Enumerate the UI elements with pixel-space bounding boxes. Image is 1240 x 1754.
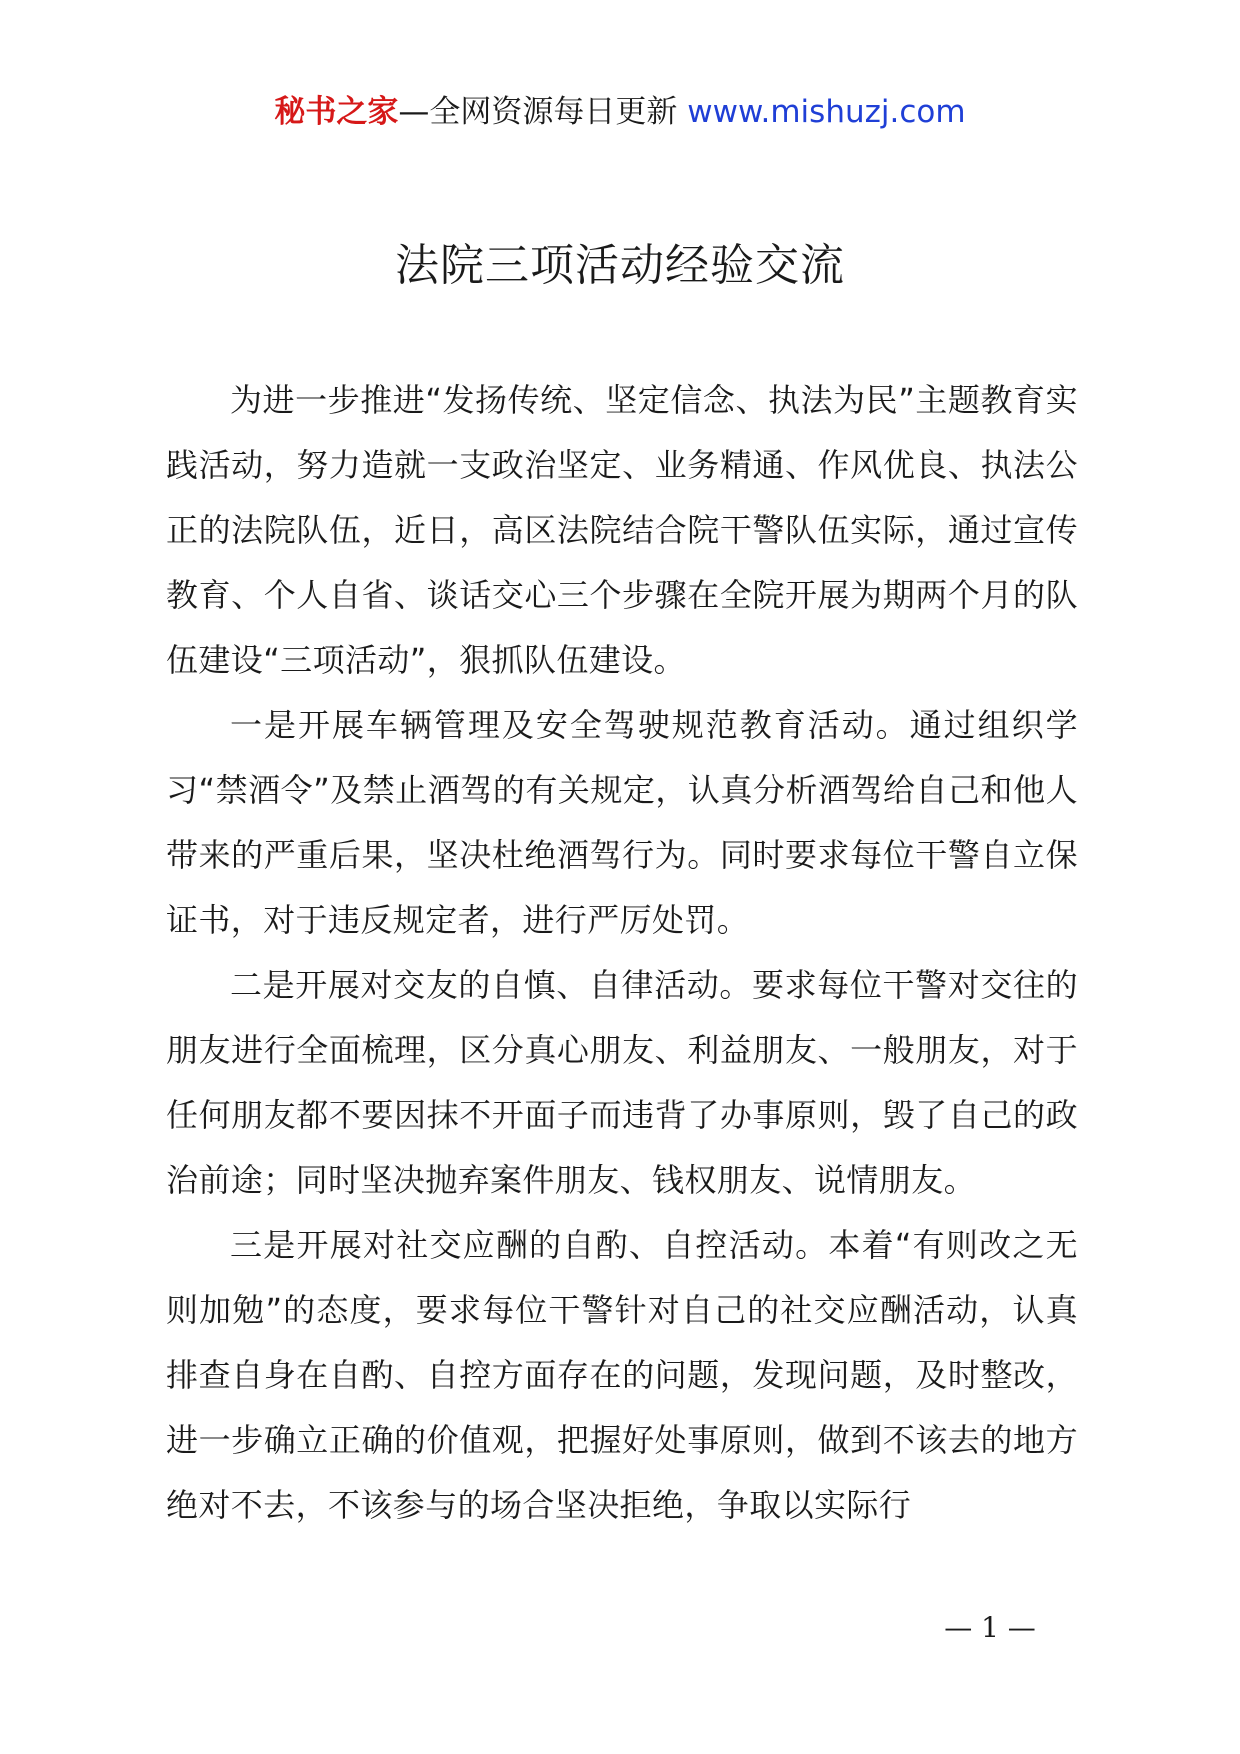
document-body (166, 368, 1078, 1538)
page-number: — 1 — (944, 1611, 1036, 1644)
paragraph-activity-one: 一是开展车辆管理及安全驾驶规范教育活动。通过组织学习“禁酒令”及禁止酒驾的有关规定，认真分析酒驾给自己和他人带来的严重后果，坚决杜绝酒驾行为。同时要求每位干警自立保证书，对于违反规定者，进行严厉处罚。 (166, 706, 1078, 939)
document-title: 法院三项活动经验交流 (395, 240, 845, 291)
site-url[interactable]: www.mishuzj.com (687, 94, 966, 130)
paragraph-activity-two: 二是开展对交友的自慎、自律活动。要求每位干警对交往的朋友进行全面梳理，区分真心朋友、利益朋友、一般朋友，对于任何朋友都不要因抹不开面子而违背了办事原则，毁了自己的政治前途；同时坚决抛弃案件朋友、钱权朋友、说情朋友。 (166, 966, 1078, 1199)
paragraph-intro: 为进一步推进“发扬传统、坚定信念、执法为民”主题教育实践活动，努力造就一支政治坚定、业务精通、作风优良、执法公正的法院队伍，近日，高区法院结合院干警队伍实际，通过宣传教育、个人自省、谈话交心三个步骤在全院开展为期两个月的队伍建设“三项活动”，狠抓队伍建设。 (166, 381, 1078, 679)
brand-name: 秘书之家 (274, 94, 399, 130)
paragraph-activity-three: 三是开展对社交应酬的自酌、自控活动。本着“有则改之无则加勉”的态度，要求每位干警针对自己的社交应酬活动，认真排查自身在自酌、自控方面存在的问题，发现问题，及时整改，进一步确立正确的价值观，把握好处事原则，做到不该去的地方绝对不去，不该参与的场合坚决拒绝，争取以实际行 (166, 1226, 1078, 1524)
site-header (0, 92, 1240, 132)
header-tagline: —全网资源每日更新 (398, 94, 678, 130)
